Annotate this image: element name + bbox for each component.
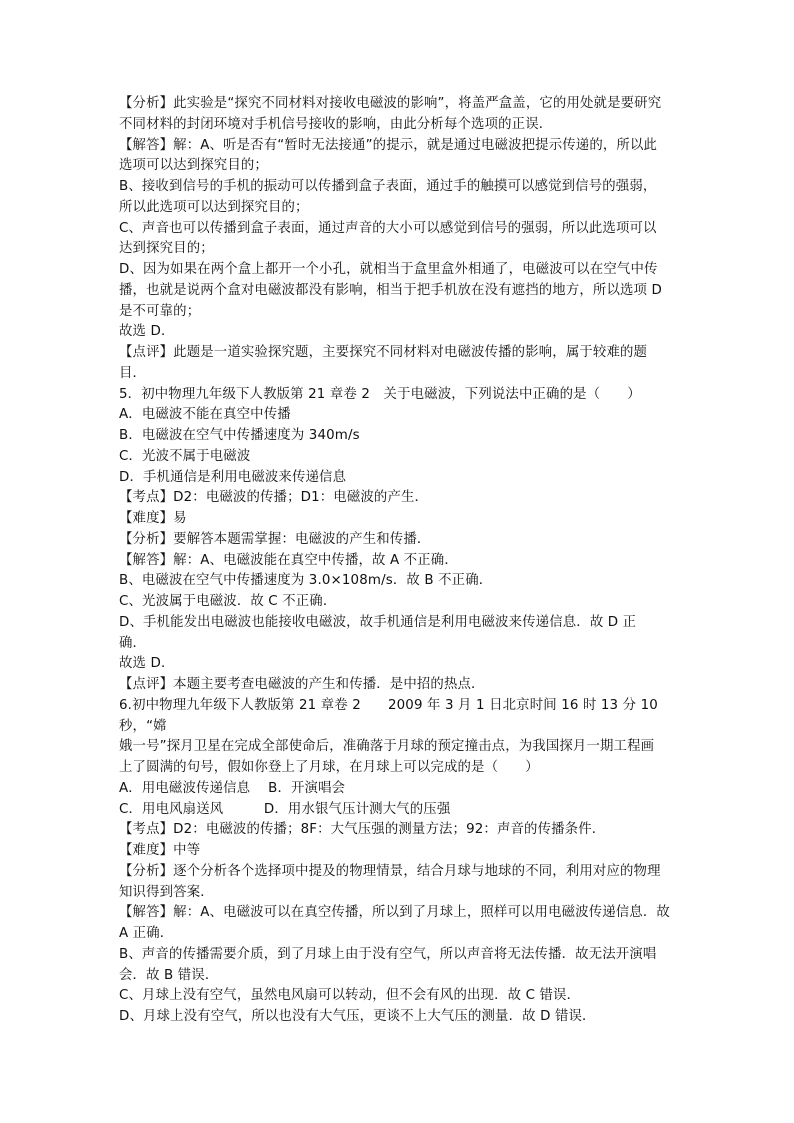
text-line: 是不可靠的； bbox=[119, 303, 201, 319]
text-line: 【考点】D2：电磁波的传播；8F：大气压强的测量方法；92：声音的传播条件． bbox=[119, 822, 606, 838]
text-line: D、因为如果在两个盒上都开一个小孔，就相当于盒里盒外相通了，电磁波可以在空气中传 bbox=[119, 262, 658, 277]
text-line: 【点评】本题主要考查电磁波的产生和传播．是中招的热点． bbox=[119, 677, 485, 692]
text-line: 目． bbox=[119, 365, 147, 381]
text-line: 【分析】逐个分析各个选择项中提及的物理情景，结合月球与地球的不同，利用对应的物理 bbox=[119, 863, 661, 879]
text-line: A．电磁波不能在真空中传播 bbox=[119, 407, 291, 423]
text-line: A 正确． bbox=[119, 926, 174, 941]
text-line: 选项可以达到探究目的； bbox=[119, 158, 268, 174]
text-line: 会．故 B 错误． bbox=[119, 967, 219, 983]
text-line: 【解答】解：A、电磁波能在真空中传播，故 A 不正确． bbox=[119, 552, 458, 568]
text-line: 知识得到答案． bbox=[119, 884, 214, 900]
text-line: D、月球上没有空气，所以也没有大气压，更谈不上大气压的测量．故 D 错误． bbox=[119, 1009, 596, 1024]
text-line: B、电磁波在空气中传播速度为 3.0×108m/s．故 B 不正确． bbox=[119, 573, 493, 589]
text-line: 确． bbox=[119, 635, 147, 651]
text-line: C、声音也可以传播到盒子表面，通过声音的大小可以感觉到信号的强弱，所以此选项可以 bbox=[119, 220, 657, 236]
text-line: 【解答】解：A、听是否有“暂时无法接通”的提示，就是通过电磁波把提示传递的，所以此 bbox=[119, 137, 658, 153]
text-line: B、声音的传播需要介质，到了月球上由于没有空气，所以声音将无法传播．故无法开演唱 bbox=[119, 946, 657, 962]
text-line: C．光波不属于电磁波 bbox=[119, 448, 251, 464]
text-line: 不同材料的封闭环境对手机信号接收的影响，由此分析每个选项的正误． bbox=[119, 116, 553, 132]
text-line: D．手机通信是利用电磁波来传递信息 bbox=[119, 469, 347, 485]
text-line: C、月球上没有空气，虽然电风扇可以转动，但不会有风的出现．故 C 错误． bbox=[119, 988, 581, 1004]
text-line: 所以此选项可以达到探究目的； bbox=[119, 199, 309, 215]
text-line: 播，也就是说两个盒对电磁波都没有影响，相当于把手机放在没有遮挡的地方，所以选项 D bbox=[119, 282, 662, 298]
text-line: A．用电磁波传递信息 B．开演唱会 bbox=[119, 780, 346, 796]
text-line: 【解答】解：A、电磁波可以在真空传播，所以到了月球上，照样可以用电磁波传递信息．故 bbox=[119, 905, 670, 921]
text-line: 娥一号”探月卫星在完成全部使命后，准确落于月球的预定撞击点，为我国探月一期工程画 bbox=[119, 739, 655, 755]
text-line: 故选 D． bbox=[119, 656, 175, 672]
text-line: D、手机能发出电磁波也能接收电磁波，故手机通信是利用电磁波来传递信息．故 D 正 bbox=[119, 614, 637, 630]
text-line: 故选 D． bbox=[119, 324, 175, 340]
text-line: B．电磁波在空气中传播速度为 340m/s bbox=[119, 428, 360, 443]
text-line: C．用电风扇送风 D．用水银气压计测大气的压强 bbox=[119, 801, 451, 817]
text-line: 【分析】要解答本题需掌握：电磁波的产生和传播． bbox=[119, 531, 431, 547]
text-line: 【难度】中等 bbox=[119, 843, 201, 858]
text-line: 【分析】此实验是“探究不同材料对接收电磁波的影响”，将盖严盒盖，它的用处就是要研究 bbox=[119, 96, 662, 111]
text-line: B、接收到信号的手机的振动可以传播到盒子表面，通过手的触摸可以感觉到信号的强弱， bbox=[119, 179, 657, 194]
text-line: 【难度】易 bbox=[119, 511, 187, 526]
text-line: 5．初中物理九年级下人教版第 21 章卷 2 关于电磁波，下列说法中正确的是（ ） bbox=[119, 386, 641, 402]
document-page bbox=[119, 94, 685, 1028]
text-line: 【点评】此题是一道实验探究题，主要探究不同材料对电磁波传播的影响，属于较难的题 bbox=[119, 345, 648, 360]
text-line: 上了圆满的句号，假如你登上了月球，在月球上可以完成的是（ ） bbox=[119, 760, 539, 775]
text-line: C、光波属于电磁波．故 C 不正确． bbox=[119, 594, 337, 609]
text-line: 6.初中物理九年级下人教版第 21 章卷 2 2009 年 3 月 1 日北京时间 16 时 13 分 10 秒，“嫦 bbox=[119, 697, 663, 734]
text-line: 达到探究目的； bbox=[119, 241, 214, 257]
text-line: 【考点】D2：电磁波的传播；D1：电磁波的产生． bbox=[119, 490, 429, 506]
